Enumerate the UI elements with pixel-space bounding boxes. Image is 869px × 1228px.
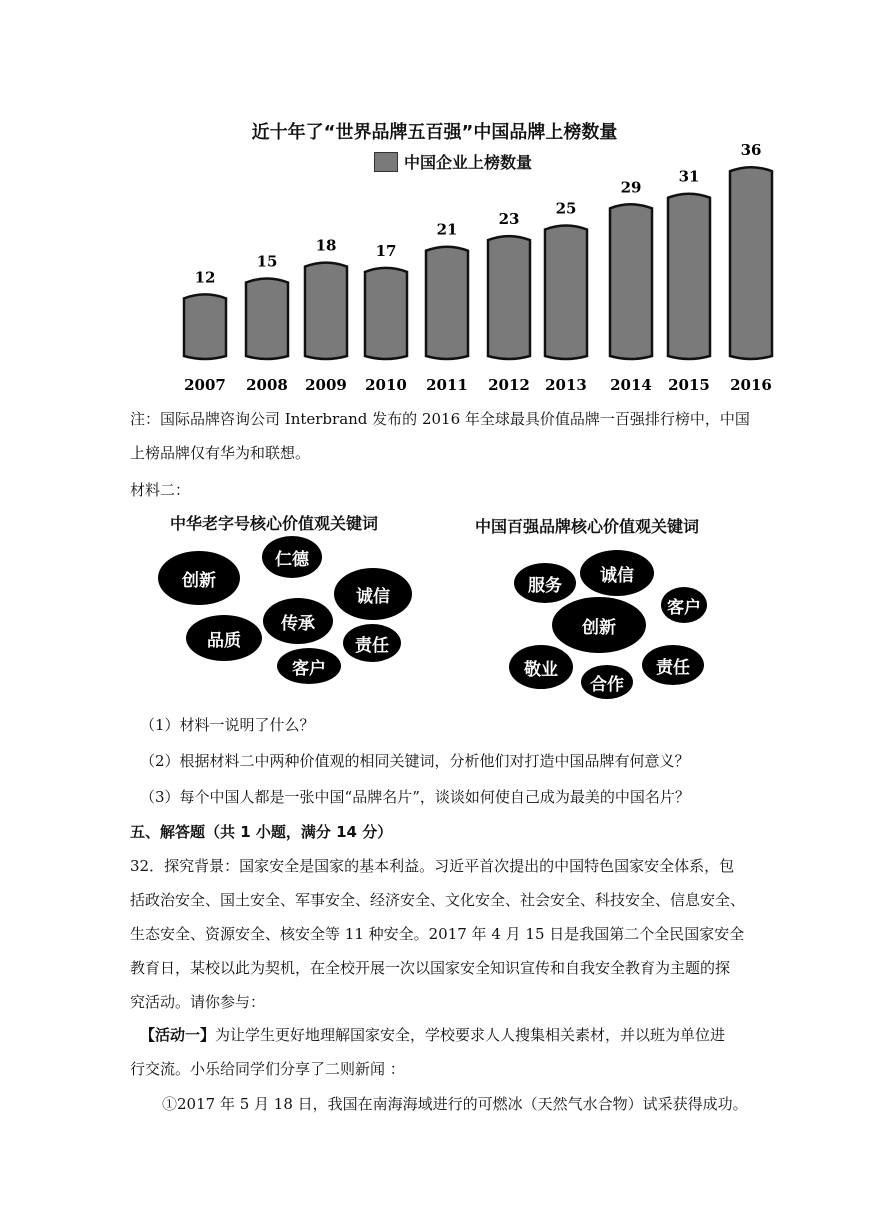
q32-line: 32．探究背景：国家安全是国家的基本利益。习近平首次提出的中国特色国家安全体系，包 (130, 857, 735, 875)
activity1-text: 为让学生更好地理解国家安全，学校要求人人搜集相关素材，并以班为单位进 (215, 1026, 726, 1044)
x-tick-2013: 2013 (545, 376, 587, 394)
bar-chart (0, 140, 869, 400)
data-label-2015: 31 (678, 167, 700, 186)
data-label-2013: 25 (555, 199, 577, 218)
keyword-bubble-right: 责任 (642, 645, 704, 685)
data-label-2011: 21 (436, 220, 458, 239)
question-3: （3）每个中国人都是一张中国“品牌名片”，谈谈如何使自己成为最美的中国名片？ (140, 788, 690, 806)
x-tick-2009: 2009 (305, 376, 347, 394)
bar-2010 (365, 268, 407, 359)
x-tick-2010: 2010 (365, 376, 407, 394)
keyword-bubble-right: 服务 (514, 563, 576, 603)
bar-2016 (730, 167, 772, 359)
keywords-left-title: 中华老字号核心价值观关键词 (170, 514, 379, 533)
data-label-2012: 23 (498, 210, 520, 229)
keyword-bubble-left: 客户 (277, 648, 341, 684)
data-label-2009: 18 (315, 236, 337, 255)
bar-2014 (610, 204, 652, 359)
keywords-right-title: 中国百强品牌核心价值观关键词 (475, 517, 700, 536)
bar-2012 (488, 236, 530, 359)
bar-2008 (246, 279, 288, 360)
keyword-bubble-left: 传承 (263, 598, 333, 644)
material2-label: 材料二： (130, 481, 191, 499)
x-tick-2007: 2007 (184, 376, 226, 394)
keyword-bubble-left: 诚信 (334, 568, 412, 620)
keyword-bubble-right: 敬业 (509, 645, 573, 689)
chart-title: 近十年了“世界品牌五百强”中国品牌上榜数量 (251, 122, 618, 143)
keyword-bubble-left: 品质 (186, 615, 262, 661)
keyword-bubble-right: 合作 (581, 665, 633, 699)
activity1-line2: 行交流。小乐给同学们分享了二则新闻 ： (130, 1060, 405, 1078)
data-label-2007: 12 (194, 268, 216, 287)
question-2: （2）根据材料二中两种价值观的相同关键词，分析他们对打造中国品牌有何意义？ (140, 752, 690, 770)
keyword-bubble-left: 责任 (343, 624, 401, 662)
keyword-bubble-left: 创新 (158, 551, 240, 605)
keyword-bubble-right: 客户 (661, 587, 707, 623)
data-label-2014: 29 (620, 178, 642, 197)
keyword-bubble-right: 诚信 (580, 550, 654, 596)
q32-line: 生态安全、资源安全、核安全等 11 种安全。2017 年 4 月 15 日是我国第二个全民国家安全 (130, 925, 745, 943)
q32-line: 究活动。请你参与： (130, 993, 266, 1011)
data-label-2008: 15 (256, 252, 278, 271)
news-1: ①2017 年 5 月 18 日，我国在南海海域进行的可燃冰（天然气水合物）试采获得成功。 (162, 1095, 748, 1113)
chart-note-line1: 注：国际品牌咨询公司 Interbrand 发布的 2016 年全球最具价值品牌一百强排行榜中，中国 (130, 410, 750, 428)
x-tick-2014: 2014 (610, 376, 652, 394)
activity1-label: 【活动一】 (140, 1026, 216, 1044)
x-tick-2016: 2016 (730, 376, 772, 394)
keyword-bubble-right: 创新 (552, 597, 646, 653)
question-1: （1）材料一说明了什么？ (140, 716, 315, 734)
bar-2007 (184, 294, 226, 359)
data-label-2010: 17 (375, 241, 397, 260)
chart-note-line2: 上榜品牌仅有华为和联想。 (130, 444, 311, 462)
bar-2013 (545, 226, 587, 360)
x-tick-2015: 2015 (668, 376, 710, 394)
q32-line: 括政治安全、国土安全、军事安全、经济安全、文化安全、社会安全、科技安全、信息安全、 (130, 891, 746, 909)
bar-2011 (426, 247, 468, 359)
activity1-line1 (140, 1024, 725, 1045)
q32-line: 教育日，某校以此为契机，在全校开展一次以国家安全知识宣传和自我安全教育为主题的探 (130, 959, 731, 977)
bar-2009 (305, 263, 347, 359)
keyword-bubble-left: 仁德 (262, 536, 322, 578)
x-tick-2008: 2008 (246, 376, 288, 394)
x-tick-2012: 2012 (488, 376, 530, 394)
legend-label: 中国企业上榜数量 (404, 153, 533, 172)
section-heading: 五、解答题（共 1 小题，满分 14 分） (130, 823, 393, 841)
bar-2015 (668, 194, 710, 359)
data-label-2016: 36 (740, 141, 762, 160)
x-tick-2011: 2011 (426, 376, 468, 394)
